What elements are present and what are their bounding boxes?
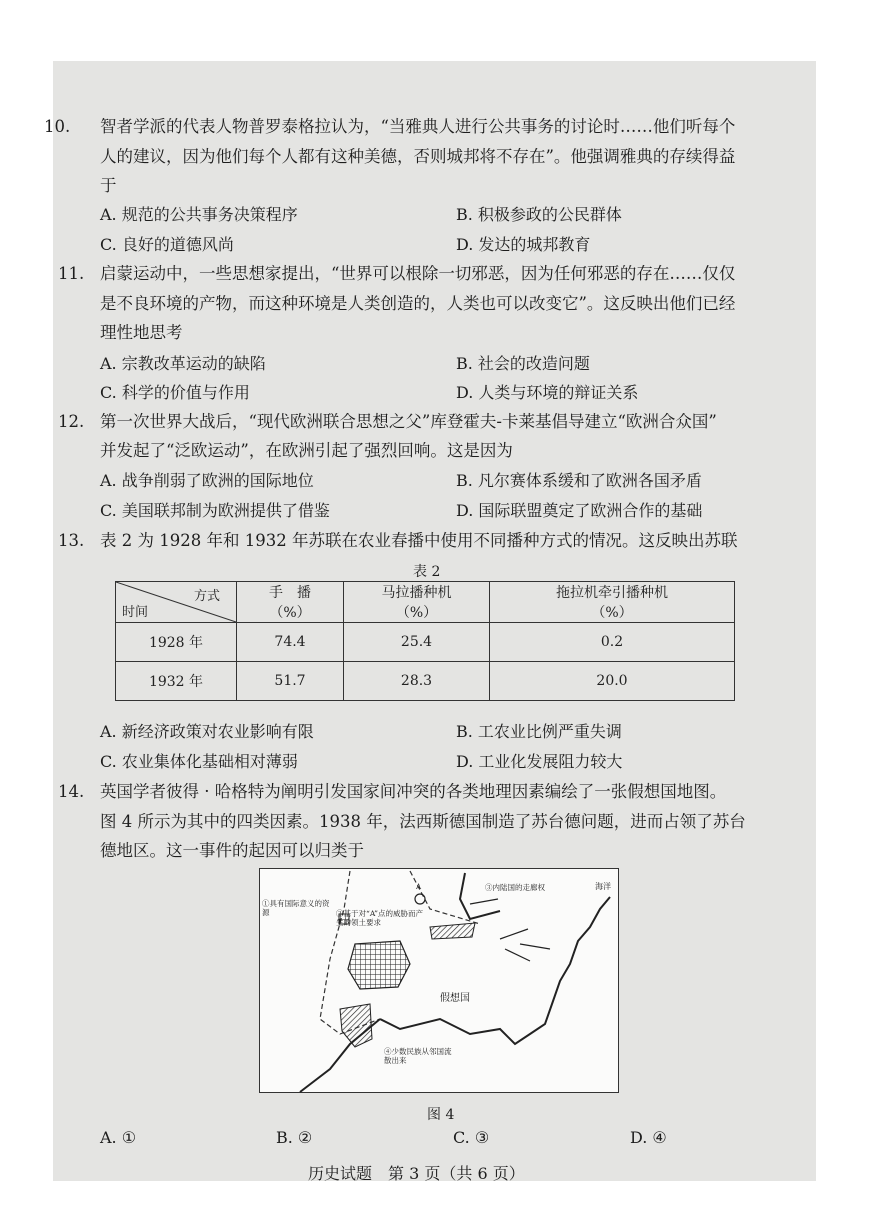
question-14-option-d: D. ④: [630, 1128, 667, 1147]
figure-caption: 图 4: [427, 1107, 455, 1123]
question-13-option-b: B. 工农业比例严重失调: [456, 722, 622, 741]
map-label-2: ②基于对“A”点的威胁而产生的领土要求: [336, 909, 423, 927]
page-footer: 历史试题 第 3 页（共 6 页）: [308, 1164, 525, 1183]
question-11-line-1: 启蒙运动中，一些思想家提出，“世界可以根除一切邪恶，因为任何邪恶的存在……仅仅: [100, 264, 736, 283]
question-10-option-b: B. 积极参政的公民群体: [456, 205, 622, 224]
question-12-option-c: C. 美国联邦制为欧洲提供了借鉴: [100, 501, 330, 520]
question-13-number: 13.: [58, 531, 85, 550]
header-horse-unit: （%）: [395, 605, 438, 621]
row-value: 51.7: [237, 662, 344, 701]
question-10-option-a: A. 规范的公共事务决策程序: [100, 205, 298, 224]
question-11-option-d: D. 人类与环境的辩证关系: [456, 383, 639, 402]
table-title: 表 2: [413, 564, 441, 580]
question-13-option-c: C. 农业集体化基础相对薄弱: [100, 752, 298, 771]
question-10-option-c: C. 良好的道德风尚: [100, 235, 234, 254]
map-label-3: ③内陆国的走廊权: [485, 883, 545, 892]
corner-top-label: 方式: [193, 589, 220, 604]
header-tractor-name: 拖拉机牵引播种机: [556, 585, 668, 601]
header-hand-unit: （%）: [269, 605, 311, 621]
question-10-option-d: D. 发达的城邦教育: [456, 235, 591, 254]
header-horse-name: 马拉播种机: [381, 585, 452, 601]
map-label-1: ①具有国际意义的资源: [262, 899, 330, 917]
question-12-number: 12.: [58, 412, 85, 431]
table-row: [116, 623, 735, 662]
row-year: 1932 年: [116, 662, 237, 701]
row-value: 28.3: [344, 662, 490, 701]
question-14-option-b: B. ②: [276, 1128, 313, 1147]
table-corner-cell: [116, 582, 237, 623]
row-value: 20.0: [490, 662, 735, 701]
header-horse: [344, 582, 490, 623]
question-10-line-1: 智者学派的代表人物普罗泰格拉认为，“当雅典人进行公共事务的讨论时……他们听每个: [100, 117, 736, 136]
map-label-4: ④少数民族从邻国流散出来: [384, 1047, 452, 1065]
table-row: [116, 662, 735, 701]
question-14-number: 14.: [58, 782, 85, 801]
header-tractor-unit: （%）: [591, 605, 633, 621]
question-11-option-a: A. 宗教改革运动的缺陷: [100, 354, 266, 373]
question-11-option-c: C. 科学的价值与作用: [100, 383, 250, 402]
question-12-line-2: 并发起了“泛欧运动”，在欧洲引起了强烈回响。这是因为: [100, 441, 513, 460]
question-11-number: 11.: [58, 264, 85, 283]
question-13-option-d: D. 工业化发展阻力较大: [456, 752, 623, 771]
row-value: 0.2: [490, 623, 735, 662]
header-hand: [237, 582, 344, 623]
question-14-option-a: A. ①: [100, 1128, 137, 1147]
question-11-option-b: B. 社会的改造问题: [456, 354, 590, 373]
map-label-sea: 海洋: [595, 882, 611, 891]
map-label-a: A: [416, 883, 422, 891]
question-12-line-1: 第一次世界大战后，“现代欧洲联合思想之父”库登霍夫-卡莱基倡导建立“欧洲合众国”: [100, 412, 717, 431]
row-value: 25.4: [344, 623, 490, 662]
question-14-line-3: 德地区。这一事件的起因可以归类于: [100, 841, 364, 860]
question-12-option-d: D. 国际联盟奠定了欧洲合作的基础: [456, 501, 703, 520]
question-14-line-1: 英国学者彼得 · 哈格特为阐明引发国家间冲突的各类地理因素编绘了一张假想国地图。: [100, 782, 727, 801]
question-13-option-a: A. 新经济政策对农业影响有限: [100, 722, 314, 741]
sowing-table: [115, 581, 735, 701]
corner-bottom-label: 时间: [122, 605, 149, 620]
row-value: 74.4: [237, 623, 344, 662]
row-year: 1928 年: [116, 623, 237, 662]
imaginary-country-map: [259, 868, 619, 1093]
question-12-option-a: A. 战争削弱了欧洲的国际地位: [100, 471, 314, 490]
question-14-line-2: 图 4 所示为其中的四类因素。1938 年，法西斯德国制造了苏台德问题，进而占领了苏台: [100, 812, 746, 831]
header-tractor: [490, 582, 735, 623]
question-12-option-b: B. 凡尔赛体系缓和了欧洲各国矛盾: [456, 471, 702, 490]
question-13-line-1: 表 2 为 1928 年和 1932 年苏联在农业春播中使用不同播种方式的情况。这反映出苏联: [100, 531, 738, 550]
question-10-line-2: 人的建议，因为他们每个人都有这种美德，否则城邦将不存在”。他强调雅典的存续得益: [100, 147, 736, 166]
question-10-number: 10.: [44, 117, 71, 136]
question-14-option-c: C. ③: [453, 1128, 490, 1147]
header-hand-name: 手 播: [269, 585, 311, 601]
question-11-line-3: 理性地思考: [100, 323, 183, 342]
exam-page: [44, 61, 816, 1183]
question-10-line-3: 于: [100, 176, 117, 195]
question-11-line-2: 是不良环境的产物，而这种环境是人类创造的，人类也可以改变它”。这反映出他们已经: [100, 294, 736, 313]
map-label-center: 假想国: [440, 993, 470, 1004]
